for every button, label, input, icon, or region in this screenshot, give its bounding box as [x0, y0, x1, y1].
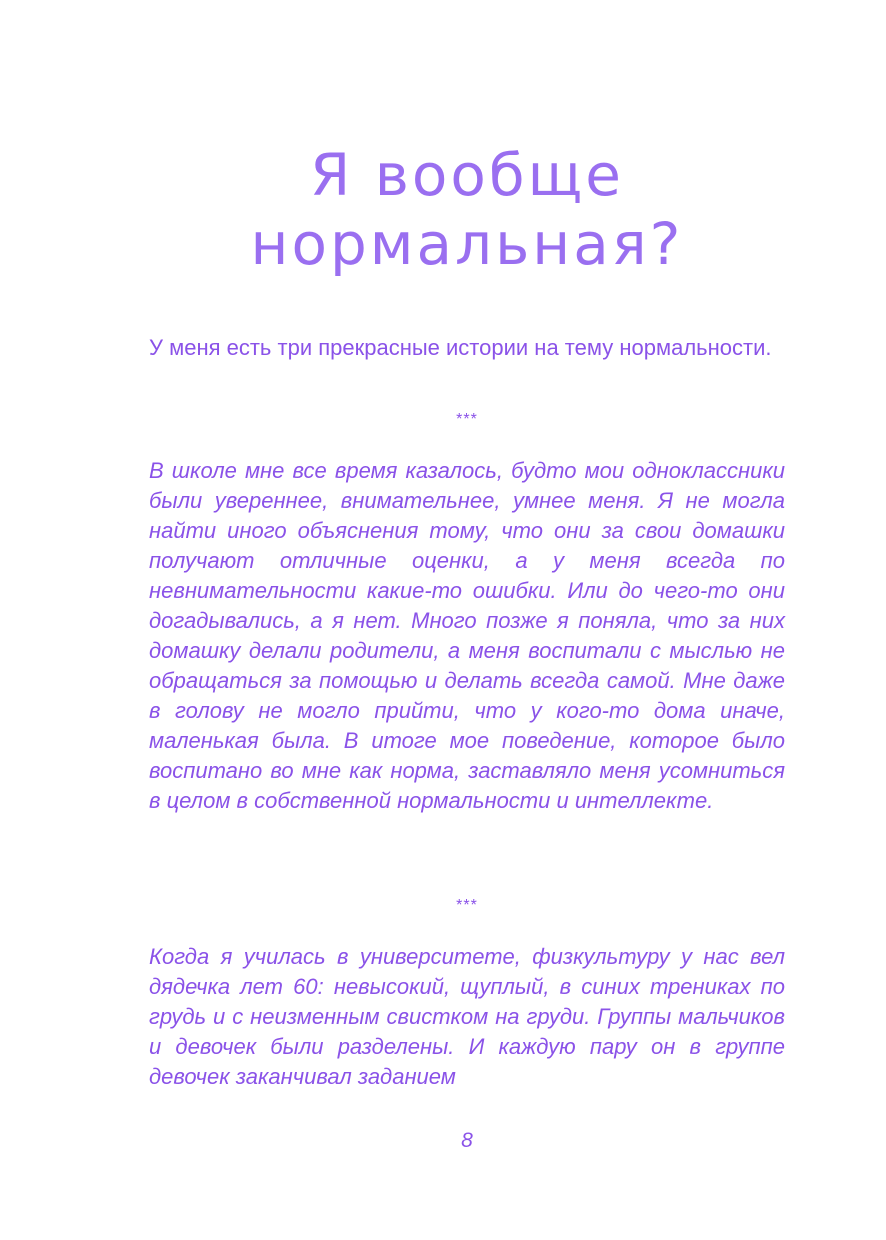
chapter-title-line-2: нормальная? — [250, 210, 684, 278]
chapter-title-line-1: Я вообще — [310, 141, 624, 209]
story-1-paragraph: В школе мне все время казалось, будто мои одноклассники были увереннее, внимательнее, умнее меня. Я не могла найти иного объяснения тому, что они за свои домашки получают отличные оценки, а у меня всегда по невнимательности какие-то ошибки. Или до чего-то они догадывались, а я нет. Много позже я поняла, что за них домашку делали родители, а меня воспитали с мыслью не обращаться за помощью и делать всегда самой. Мне даже в голову не могло прийти, что у кого-то дома иначе, маленькая была. В итоге мое поведение, которое было воспитано во мне как норма, заставляло меня усомниться в целом в собственной нормальности и интеллекте. — [149, 458, 785, 813]
section-separator: *** — [456, 897, 478, 914]
intro-paragraph: У меня есть три прекрасные истории на тему нормальности. — [149, 335, 772, 360]
page-number: 8 — [461, 1129, 473, 1152]
story-2-paragraph: Когда я училась в университете, физкультуру у нас вел дядечка лет 60: невысокий, щуплый, в синих трениках по грудь и с неизменным свистком на груди. Группы мальчиков и девочек были разделены. И каждую пару он в группе девочек заканчивал заданием — [149, 944, 785, 1089]
section-separator: *** — [456, 411, 478, 428]
